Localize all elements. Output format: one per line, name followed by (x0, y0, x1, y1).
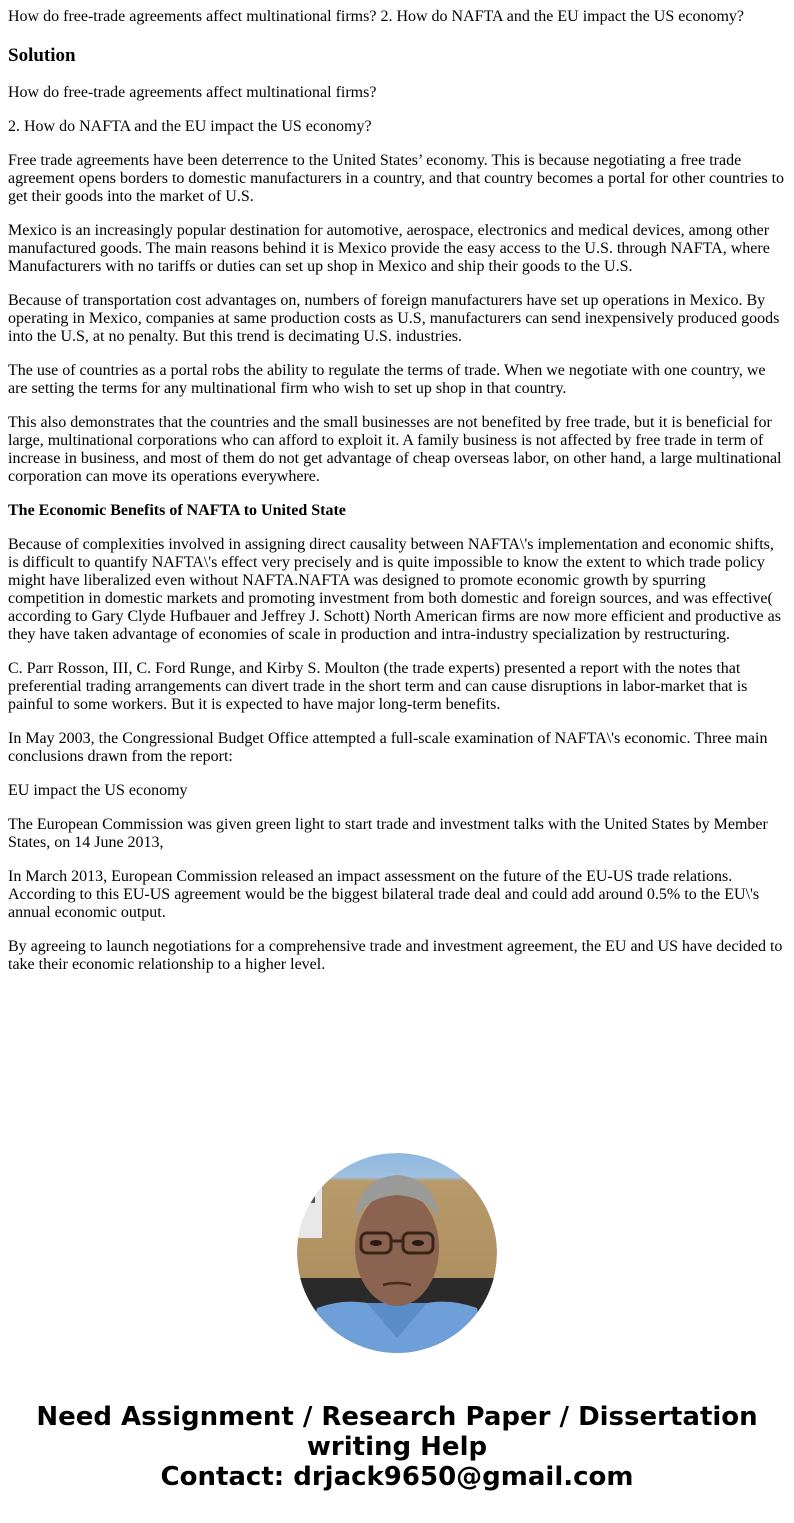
paragraph: In May 2003, the Congressional Budget Office attempted a full-scale examination of NAFTA\'s economic. Three main conclusions drawn from the report: (8, 730, 768, 765)
paragraph: 2. How do NAFTA and the EU impact the US economy? (8, 118, 372, 135)
promo-contact: Contact: drjack9650@gmail.com (160, 1462, 634, 1492)
paragraph: The use of countries as a portal robs the ability to regulate the terms of trade. When we negotiate with one country, we are setting the terms for any multinational firm who wish to set up shop in that country. (8, 362, 766, 397)
paragraph: In March 2013, European Commission released an impact assessment on the future of the EU-US trade relations. According to this EU-US agreement would be the biggest bilateral trade deal and could add around 0.5% to the EU\'s annual economic output. (8, 868, 760, 921)
solution-heading: Solution (8, 45, 76, 66)
promo-banner (0, 1402, 794, 1492)
paragraph: C. Parr Rosson, III, C. Ford Runge, and Kirby S. Moulton (the trade experts) presented a report with the notes that preferential trading arrangements can divert trade in the short term and can cause disruptions in labor-market that is painful to some workers. But it is expected to have major long-term benefits. (8, 660, 748, 713)
paragraph: By agreeing to launch negotiations for a comprehensive trade and investment agreement, the EU and US have decided to take their economic relationship to a higher level. (8, 938, 783, 973)
paragraph: Mexico is an increasingly popular destination for automotive, aerospace, electronics and medical devices, among other manufactured goods. The main reasons behind it is Mexico provide the easy access to the U.S. through NAFTA, where Manufacturers with no tariffs or duties can set up shop in Mexico and ship their goods to the U.S. (8, 222, 770, 275)
section-heading-nafta: The Economic Benefits of NAFTA to United State (8, 502, 346, 519)
paragraph: This also demonstrates that the countries and the small businesses are not benefited by free trade, but it is beneficial for large, multinational corporations who can afford to exploit it. A family business is not affected by free trade in term of increase in business, and most of them do not get advantage of cheap overseas labor, on other hand, a large multinational corporation can move its operations everywhere. (8, 414, 782, 485)
author-photo-icon (297, 1153, 497, 1353)
paragraph: Free trade agreements have been deterrence to the United States’ economy. This is because negotiating a free trade agreement opens borders to domestic manufacturers in a country, and that country becomes a portal for other countries to get their goods into the market of U.S. (8, 152, 785, 205)
paragraph: EU impact the US economy (8, 782, 188, 799)
promo-line-2: writing Help (306, 1432, 488, 1462)
paragraph: How do free-trade agreements affect multinational firms? (8, 84, 377, 101)
paragraph: Because of transportation cost advantages on, numbers of foreign manufacturers have set up operations in Mexico. By operating in Mexico, companies at same production costs as U.S, manufacturers can send inexpensively produced goods into the U.S, at no penalty. But this trend is decimating U.S. industries. (8, 292, 780, 345)
question-title: How do free-trade agreements affect multinational firms? 2. How do NAFTA and the EU impact the US economy? (8, 8, 744, 25)
paragraph: The European Commission was given green light to start trade and investment talks with the United States by Member States, on 14 June 2013, (8, 816, 768, 851)
author-avatar (297, 1153, 497, 1353)
promo-line-1: Need Assignment / Research Paper / Dissertation (36, 1402, 758, 1432)
paragraph: Because of complexities involved in assigning direct causality between NAFTA\'s implementation and economic shifts, is difficult to quantify NAFTA\'s effect very precisely and is quite impossible to know the extent to which trade policy might have liberalized even without NAFTA.NAFTA was designed to promote economic growth by spurring competition in domestic markets and promoting investment from both domestic and foreign sources, and was effective( according to Gary Clyde Hufbauer and Jeffrey J. Schott) North American firms are now more efficient and productive as they have taken advantage of economies of scale in production and intra-industry specialization by restructuring. (8, 536, 781, 643)
